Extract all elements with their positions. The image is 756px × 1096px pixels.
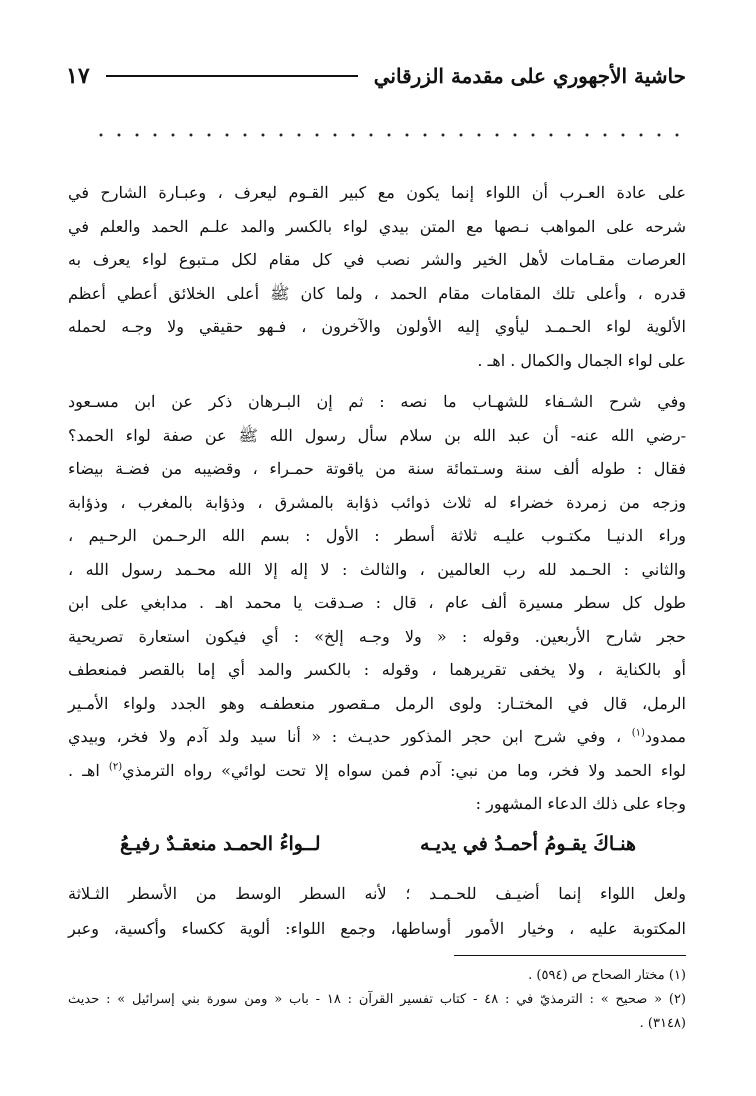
footnote-1: (١) مختار الصحاح ص (٥٩٤) . (528, 968, 686, 983)
text-fragment: اهـ . (68, 760, 100, 780)
header-title: حاشية الأجهوري على مقدمة الزرقاني (373, 64, 686, 88)
text-line: ولعل اللواء إنما أضيـف للحـمـد ؛ لأنه السطر الوسط من الأسطر الثـلاثة (68, 884, 686, 903)
paragraph-1 (68, 176, 686, 377)
main-text (68, 176, 686, 821)
text-line: طول كل سطر مسيرة ألف عام ، قال : صـدقت يا محمد اهـ . مدابغي على ابن (68, 593, 686, 612)
footnote-ref: (١) (631, 727, 645, 739)
text-line: على عادة العـرب أن اللواء إنما يكون مع كبير القـوم ليعرف ، وعبـارة الشارح في (68, 183, 686, 202)
running-header (66, 56, 686, 96)
text-line: أو بالكناية ، ولا يخفى تقريرهما ، وقوله : بالكسر والمد أي إما بالقصر فمنعطف (68, 660, 686, 679)
footnote-2-cont: (٣١٤٨) . (639, 1016, 686, 1031)
text-line: العرصات مقـامات لأهل الخير والشر نصب في كل مقام لكل مـتبوع لواء يعرف به (68, 250, 686, 269)
text-line: فقال : طوله ألف سنة وسـتمائة سنة من ياقوتة حمـراء ، وقضيبه من فضـة بيضاء (68, 459, 686, 478)
text-line: وراء الدنيـا مكتـوب عليـه ثلاثة أسطر : الأول : بسم الله الرحـمن الرحـيم ، (68, 526, 686, 545)
verse-right-hemistich: هنـاكَ يقـومُ أحمـدُ في يديـه (419, 833, 636, 855)
text-line: وجاء على ذلك الدعاء المشهور : (475, 794, 686, 813)
dotted-separator (92, 132, 686, 138)
poetry-verse (120, 833, 636, 855)
text-line (68, 720, 686, 754)
footnote-rule (454, 955, 686, 956)
verse-left-hemistich: لــواءُ الحمـد منعقـدٌ رفيـعُ (120, 833, 321, 855)
text-line: حجر شارح الأربعين. وقوله : « ولا وجـه إلخ» : أي فيكون استعارة تصريحية (68, 626, 687, 646)
text-line: -رضي الله عنه- أن عبد الله بن سلام سأل رسول الله ﷺ عن صفة لواء الحمد؟ (68, 425, 686, 445)
text-line: وفي شرح الشـفاء للشهـاب ما نصه : ثم إن البـرهان ذكر عن ابن مسـعود (68, 392, 686, 411)
header-rule (106, 75, 358, 77)
footnote-ref: (٢) (108, 761, 123, 773)
text-line: على لواء الجمال والكمال . اهـ . (477, 350, 686, 370)
text-line: المكتوبة عليه ، وخيار الأمور أوساطها، وجمع اللواء: ألوية ككساء وأكسية، وعبر (68, 919, 686, 938)
text-line: شرحه على المواهب نـصها مع المتن بيدي لواء بالكسر والمد علـم الحمد والعلم في (68, 216, 686, 236)
text-line: الرمل، قال في المختـار: ولوى الرمل مـقصور منعطفـه وهو الجدد ولواء الأمـير (68, 693, 687, 713)
text-line: الألوية لواء الحـمـد ليأوي إليه الأولون والآخرون ، فـهو حقيقي ولا وجـه لحمله (68, 317, 686, 336)
footnote-2: (٢) « صحيح » : الترمذيّ في : ٤٨ - كتاب تفسير القرآن : ١٨ - باب « ومن سورة بني إسرائيل » : حديث (68, 992, 686, 1007)
paragraph-2 (68, 385, 686, 821)
text-fragment: لواء الحمد ولا فخر، وما من نبي: آدم فمن سواه إلا تحت لوائي» رواه الترمذي (122, 760, 686, 780)
footnotes (68, 964, 686, 1036)
text-line (68, 754, 686, 788)
text-fragment: ، وفي شرح ابن حجر المذكور حديـث : « أنا سيد ولد آدم ولا فخر، وبيدي (68, 727, 622, 746)
text-fragment: ممدود (644, 727, 686, 746)
text-line: قدره ، وأعلى تلك المقامات مقام الحمد ، ولما كان ﷺ أعلى الخلائق أعطي أعظم (68, 283, 686, 303)
main-text-continued (68, 876, 686, 946)
text-line: وزجه من زمردة خضراء له ثلاث ذوائب ذؤابة بالمشرق ، وذؤابة بالمغرب ، وذؤابة (68, 492, 686, 512)
text-line: والثاني : الحـمد لله رب العالمين ، والثالث : لا إله إلا الله محـمد رسول الله ، (68, 559, 686, 579)
page-number: ١٧ (66, 63, 90, 89)
